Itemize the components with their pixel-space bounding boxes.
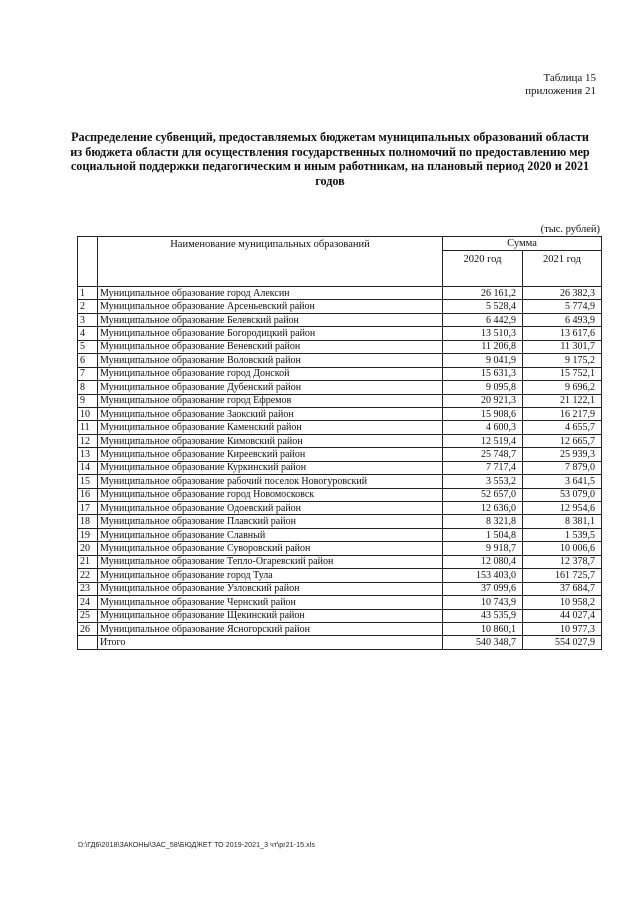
row-value-2020: 153 403,0 bbox=[443, 569, 523, 582]
row-value-2020: 12 080,4 bbox=[443, 555, 523, 568]
document-title: Распределение субвенций, предоставляемых бюджетам муниципальных образований области из бюджета области для осуществления государственных полномочий по предоставлению мер социальной поддержки педагогическим и иным работникам, на плановый период 2020 и 2021 годов bbox=[70, 130, 590, 188]
row-value-2021: 37 684,7 bbox=[523, 582, 602, 595]
row-value-2021: 3 641,5 bbox=[523, 475, 602, 488]
row-index: 6 bbox=[78, 354, 98, 367]
row-name: Муниципальное образование Кимовский район bbox=[98, 434, 443, 447]
total-index bbox=[78, 636, 98, 649]
row-value-2020: 20 921,3 bbox=[443, 394, 523, 407]
row-value-2021: 25 939,3 bbox=[523, 448, 602, 461]
row-name: Муниципальное образование Киреевский район bbox=[98, 448, 443, 461]
row-name: Муниципальное образование Щекинский район bbox=[98, 609, 443, 622]
row-name: Муниципальное образование Плавский район bbox=[98, 515, 443, 528]
row-index: 7 bbox=[78, 367, 98, 380]
row-name: Муниципальное образование Дубенский район bbox=[98, 381, 443, 394]
row-index: 21 bbox=[78, 555, 98, 568]
row-index: 13 bbox=[78, 448, 98, 461]
row-index: 26 bbox=[78, 622, 98, 635]
row-name: Муниципальное образование Заокский район bbox=[98, 407, 443, 420]
total-row bbox=[78, 636, 602, 649]
row-index: 22 bbox=[78, 569, 98, 582]
table-row bbox=[78, 421, 602, 434]
table-row bbox=[78, 434, 602, 447]
table-row bbox=[78, 367, 602, 380]
row-name: Муниципальное образование рабочий поселок Новогуровский bbox=[98, 475, 443, 488]
row-value-2021: 161 725,7 bbox=[523, 569, 602, 582]
row-value-2020: 7 717,4 bbox=[443, 461, 523, 474]
row-name: Муниципальное образование Каменский район bbox=[98, 421, 443, 434]
header-name: Наименование муниципальных образований bbox=[98, 237, 443, 287]
row-value-2020: 26 161,2 bbox=[443, 287, 523, 300]
row-name: Муниципальное образование город Донской bbox=[98, 367, 443, 380]
row-value-2020: 43 535,9 bbox=[443, 609, 523, 622]
row-name: Муниципальное образование Одоевский район bbox=[98, 502, 443, 515]
row-index: 16 bbox=[78, 488, 98, 501]
subvention-table bbox=[77, 236, 602, 650]
row-index: 1 bbox=[78, 287, 98, 300]
row-name: Муниципальное образование Богородицкий район bbox=[98, 327, 443, 340]
row-value-2021: 12 378,7 bbox=[523, 555, 602, 568]
row-value-2021: 9 175,2 bbox=[523, 354, 602, 367]
header-index bbox=[78, 237, 98, 287]
row-value-2020: 52 657,0 bbox=[443, 488, 523, 501]
table-row bbox=[78, 407, 602, 420]
row-value-2021: 12 665,7 bbox=[523, 434, 602, 447]
header-row bbox=[78, 237, 602, 251]
table-row bbox=[78, 394, 602, 407]
total-label: Итого bbox=[98, 636, 443, 649]
row-value-2021: 10 977,3 bbox=[523, 622, 602, 635]
table-row bbox=[78, 622, 602, 635]
table-row bbox=[78, 354, 602, 367]
row-name: Муниципальное образование город Тула bbox=[98, 569, 443, 582]
row-value-2020: 5 528,4 bbox=[443, 300, 523, 313]
table-row bbox=[78, 528, 602, 541]
row-name: Муниципальное образование Узловский район bbox=[98, 582, 443, 595]
row-value-2020: 10 743,9 bbox=[443, 596, 523, 609]
row-value-2021: 9 696,2 bbox=[523, 381, 602, 394]
row-index: 8 bbox=[78, 381, 98, 394]
row-value-2020: 12 519,4 bbox=[443, 434, 523, 447]
row-value-2021: 26 382,3 bbox=[523, 287, 602, 300]
row-index: 9 bbox=[78, 394, 98, 407]
row-value-2020: 25 748,7 bbox=[443, 448, 523, 461]
row-name: Муниципальное образование Славный bbox=[98, 528, 443, 541]
row-name: Муниципальное образование Куркинский район bbox=[98, 461, 443, 474]
row-value-2021: 7 879,0 bbox=[523, 461, 602, 474]
table-row bbox=[78, 542, 602, 555]
table-reference bbox=[525, 72, 596, 98]
row-index: 11 bbox=[78, 421, 98, 434]
row-index: 24 bbox=[78, 596, 98, 609]
row-value-2021: 21 122,1 bbox=[523, 394, 602, 407]
row-value-2021: 1 539,5 bbox=[523, 528, 602, 541]
table-row bbox=[78, 515, 602, 528]
row-index: 20 bbox=[78, 542, 98, 555]
table-row bbox=[78, 582, 602, 595]
row-index: 5 bbox=[78, 340, 98, 353]
table-row bbox=[78, 555, 602, 568]
table-row bbox=[78, 381, 602, 394]
row-index: 4 bbox=[78, 327, 98, 340]
header-2021: 2021 год bbox=[523, 251, 602, 287]
row-index: 3 bbox=[78, 313, 98, 326]
row-name: Муниципальное образование Веневский район bbox=[98, 340, 443, 353]
row-name: Муниципальное образование город Новомосковск bbox=[98, 488, 443, 501]
row-name: Муниципальное образование Тепло-Огаревский район bbox=[98, 555, 443, 568]
table-row bbox=[78, 596, 602, 609]
row-value-2021: 10 006,6 bbox=[523, 542, 602, 555]
table-row bbox=[78, 609, 602, 622]
row-value-2021: 4 655,7 bbox=[523, 421, 602, 434]
row-value-2020: 9 918,7 bbox=[443, 542, 523, 555]
row-value-2021: 15 752,1 bbox=[523, 367, 602, 380]
row-value-2020: 4 600,3 bbox=[443, 421, 523, 434]
row-index: 10 bbox=[78, 407, 98, 420]
table-number: Таблица 15 bbox=[543, 72, 596, 84]
row-index: 19 bbox=[78, 528, 98, 541]
table-body bbox=[78, 287, 602, 636]
header-sum: Сумма bbox=[443, 237, 602, 251]
row-name: Муниципальное образование город Ефремов bbox=[98, 394, 443, 407]
row-index: 17 bbox=[78, 502, 98, 515]
row-value-2021: 8 381,1 bbox=[523, 515, 602, 528]
row-value-2020: 11 206,8 bbox=[443, 340, 523, 353]
table-row bbox=[78, 300, 602, 313]
row-name: Муниципальное образование Арсеньевский район bbox=[98, 300, 443, 313]
row-value-2020: 8 321,8 bbox=[443, 515, 523, 528]
row-value-2020: 1 504,8 bbox=[443, 528, 523, 541]
row-value-2021: 10 958,2 bbox=[523, 596, 602, 609]
row-name: Муниципальное образование Ясногорский район bbox=[98, 622, 443, 635]
row-value-2021: 16 217,9 bbox=[523, 407, 602, 420]
row-value-2020: 10 860,1 bbox=[443, 622, 523, 635]
total-2021: 554 027,9 bbox=[523, 636, 602, 649]
table-row bbox=[78, 461, 602, 474]
header-2020: 2020 год bbox=[443, 251, 523, 287]
row-index: 12 bbox=[78, 434, 98, 447]
row-value-2020: 15 908,6 bbox=[443, 407, 523, 420]
row-value-2020: 15 631,3 bbox=[443, 367, 523, 380]
table-row bbox=[78, 569, 602, 582]
row-index: 15 bbox=[78, 475, 98, 488]
table-row bbox=[78, 287, 602, 300]
row-value-2020: 37 099,6 bbox=[443, 582, 523, 595]
row-name: Муниципальное образование Воловский район bbox=[98, 354, 443, 367]
table-row bbox=[78, 313, 602, 326]
row-name: Муниципальное образование Суворовский район bbox=[98, 542, 443, 555]
row-value-2020: 13 510,3 bbox=[443, 327, 523, 340]
row-value-2021: 6 493,9 bbox=[523, 313, 602, 326]
row-value-2020: 6 442,9 bbox=[443, 313, 523, 326]
row-value-2021: 44 027,4 bbox=[523, 609, 602, 622]
table-row bbox=[78, 340, 602, 353]
unit-label: (тыс. рублей) bbox=[540, 224, 600, 235]
row-value-2021: 13 617,6 bbox=[523, 327, 602, 340]
row-value-2021: 12 954,6 bbox=[523, 502, 602, 515]
row-value-2020: 12 636,0 bbox=[443, 502, 523, 515]
row-index: 18 bbox=[78, 515, 98, 528]
appendix-number: приложения 21 bbox=[525, 85, 596, 97]
row-value-2020: 9 041,9 bbox=[443, 354, 523, 367]
row-name: Муниципальное образование Чернский район bbox=[98, 596, 443, 609]
row-value-2020: 3 553,2 bbox=[443, 475, 523, 488]
row-value-2021: 11 301,7 bbox=[523, 340, 602, 353]
table-row bbox=[78, 327, 602, 340]
table-row bbox=[78, 502, 602, 515]
row-value-2021: 5 774,9 bbox=[523, 300, 602, 313]
file-path-footer: D:\ГД6\2018\ЗАКОНЫ\ЗАС_58\БЮДЖЕТ ТО 2019-2021_3 чт\pr21-15.xls bbox=[78, 842, 315, 849]
table-row bbox=[78, 448, 602, 461]
row-index: 23 bbox=[78, 582, 98, 595]
total-2020: 540 348,7 bbox=[443, 636, 523, 649]
row-value-2021: 53 079,0 bbox=[523, 488, 602, 501]
row-index: 14 bbox=[78, 461, 98, 474]
table-row bbox=[78, 475, 602, 488]
table-row bbox=[78, 488, 602, 501]
row-value-2020: 9 095,8 bbox=[443, 381, 523, 394]
row-name: Муниципальное образование город Алексин bbox=[98, 287, 443, 300]
row-name: Муниципальное образование Белевский район bbox=[98, 313, 443, 326]
row-index: 25 bbox=[78, 609, 98, 622]
row-index: 2 bbox=[78, 300, 98, 313]
